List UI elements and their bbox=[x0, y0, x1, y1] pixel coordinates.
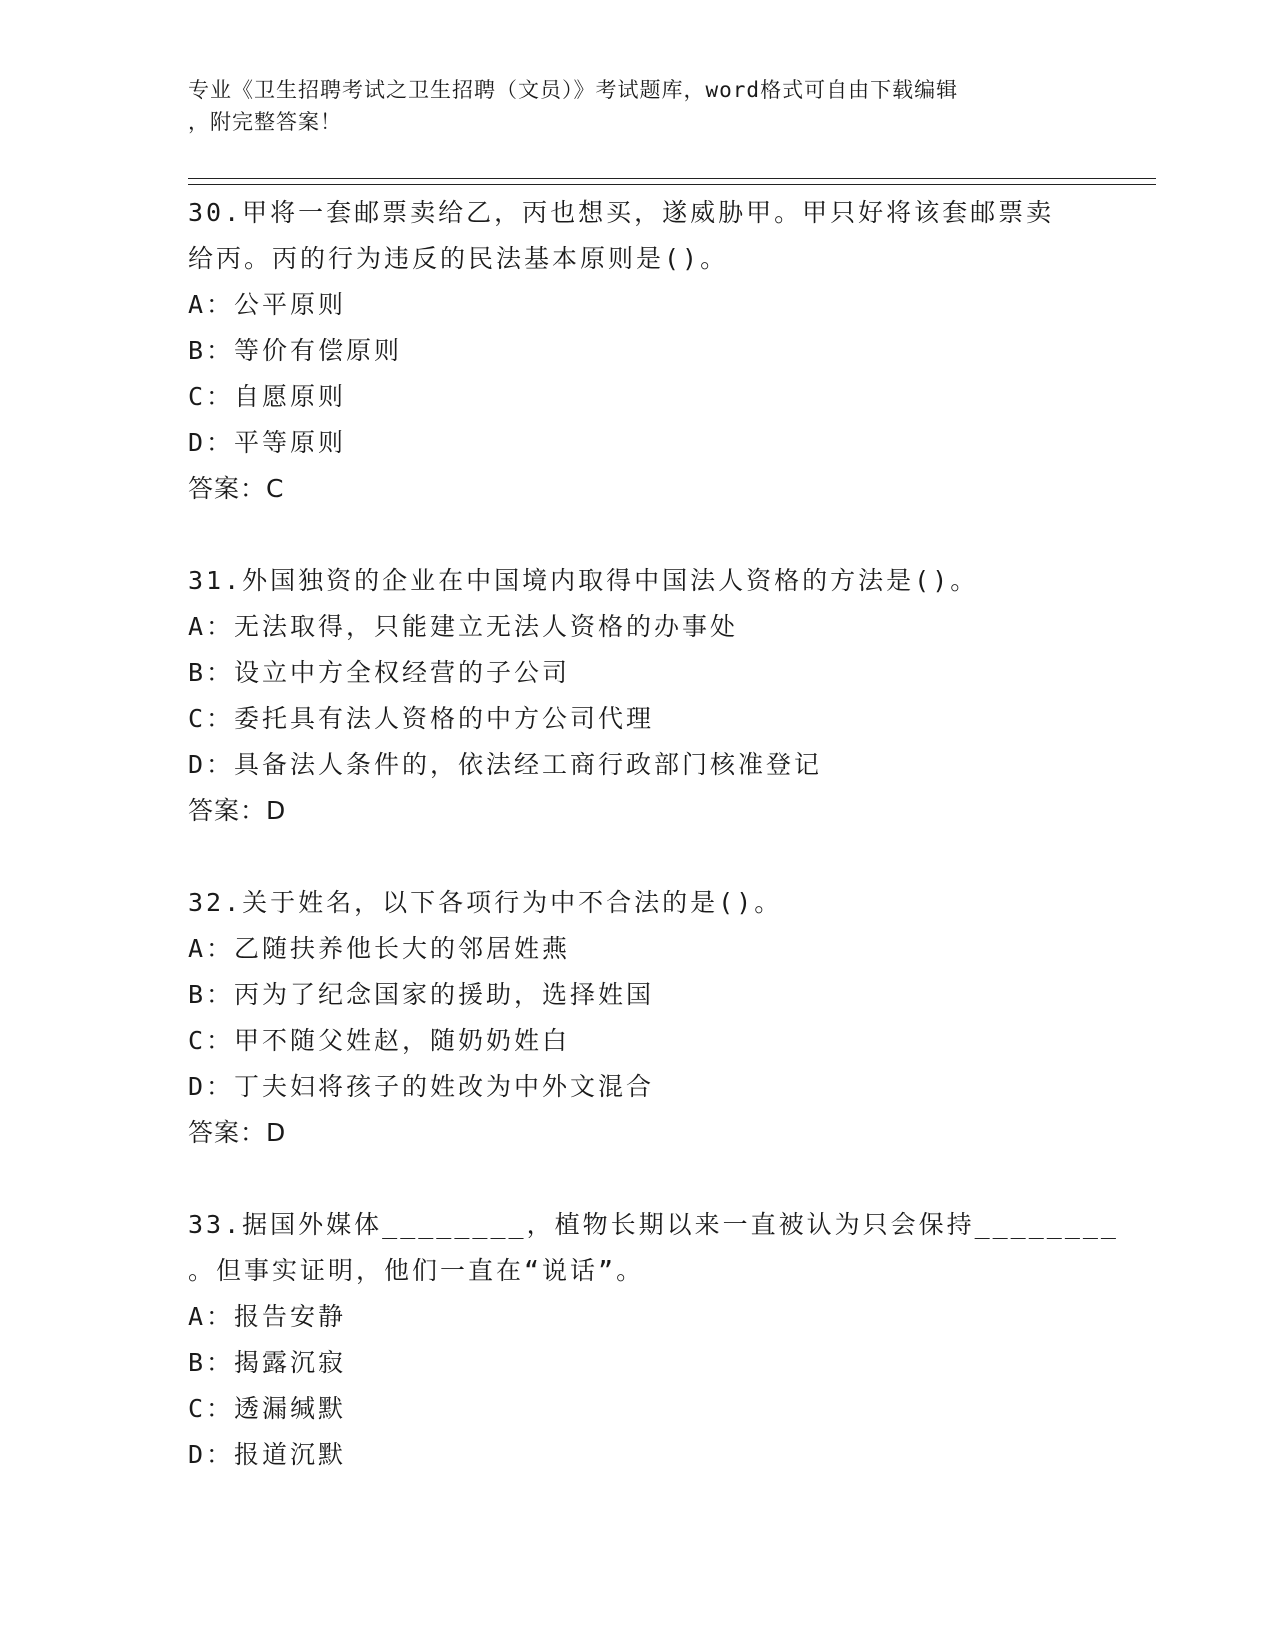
question-item bbox=[188, 1202, 1119, 1478]
answer-option: C：甲不随父姓赵，随奶奶姓白 bbox=[188, 1026, 571, 1055]
answer-option: C：自愿原则 bbox=[188, 382, 347, 411]
question-stem: 30.甲将一套邮票卖给乙，丙也想买，遂威胁甲。甲只好将该套邮票卖 bbox=[188, 198, 1055, 227]
question-item bbox=[188, 558, 1088, 880]
answer-option: D：平等原则 bbox=[188, 428, 347, 457]
header-line-2: ，附完整答案！ bbox=[188, 110, 342, 134]
answer-key: 答案：D bbox=[188, 796, 287, 825]
answer-option: B：揭露沉寂 bbox=[188, 1348, 347, 1377]
question-stem: 33.据国外媒体________，植物长期以来一直被认为只会保持________ bbox=[188, 1210, 1119, 1239]
question-item bbox=[188, 880, 1088, 1202]
document-header bbox=[188, 74, 1068, 138]
answer-option: D：丁夫妇将孩子的姓改为中外文混合 bbox=[188, 1072, 655, 1101]
question-spacer bbox=[188, 834, 1088, 880]
answer-option: A：乙随扶养他长大的邻居姓燕 bbox=[188, 934, 571, 963]
header-line-1: 专业《卫生招聘考试之卫生招聘（文员）》考试题库，word格式可自由下载编辑 bbox=[188, 78, 959, 102]
answer-option: A：公平原则 bbox=[188, 290, 347, 319]
question-stem: 32.关于姓名，以下各项行为中不合法的是()。 bbox=[188, 888, 783, 917]
question-stem: 。但事实证明，他们一直在“说话”。 bbox=[188, 1256, 645, 1285]
header-divider-top bbox=[188, 178, 1156, 179]
question-stem: 31.外国独资的企业在中国境内取得中国法人资格的方法是()。 bbox=[188, 566, 979, 595]
question-spacer bbox=[188, 1156, 1088, 1202]
question-list bbox=[188, 190, 1119, 1478]
header-divider-bottom bbox=[188, 184, 1156, 185]
answer-option: D：具备法人条件的，依法经工商行政部门核准登记 bbox=[188, 750, 823, 779]
answer-option: C：委托具有法人资格的中方公司代理 bbox=[188, 704, 655, 733]
answer-option: B：设立中方全权经营的子公司 bbox=[188, 658, 571, 687]
answer-option: A：报告安静 bbox=[188, 1302, 347, 1331]
answer-option: D：报道沉默 bbox=[188, 1440, 347, 1469]
answer-option: A：无法取得，只能建立无法人资格的办事处 bbox=[188, 612, 739, 641]
answer-key: 答案：D bbox=[188, 1118, 287, 1147]
question-stem: 给丙。丙的行为违反的民法基本原则是()。 bbox=[188, 244, 729, 273]
question-item bbox=[188, 190, 1088, 558]
answer-option: B：等价有偿原则 bbox=[188, 336, 403, 365]
answer-option: B：丙为了纪念国家的援助，选择姓国 bbox=[188, 980, 655, 1009]
answer-key: 答案：C bbox=[188, 474, 285, 503]
question-spacer bbox=[188, 512, 1088, 558]
answer-option: C：透漏缄默 bbox=[188, 1394, 347, 1423]
